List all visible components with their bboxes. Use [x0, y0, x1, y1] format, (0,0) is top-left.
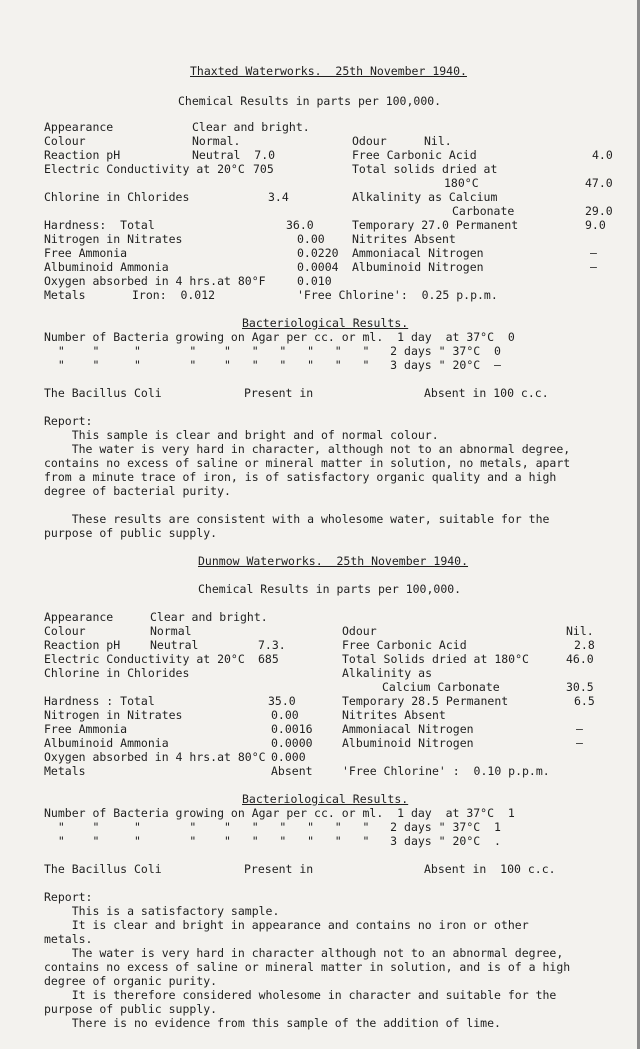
- thaxted-subtitle: Chemical Results in parts per 100,000.: [178, 94, 442, 108]
- s1-solids-value: 47.0: [585, 176, 613, 190]
- s1-conductivity-label: Electric Conductivity at 20°C: [44, 162, 245, 176]
- s1-report-label: Report:: [44, 414, 93, 428]
- s1-albuminoid-value: 0.0004: [297, 260, 339, 274]
- s2-hardness-value: 35.0: [268, 694, 296, 708]
- s1-bacteria-row-1: Number of Bacteria growing on Agar per cc. or ml. 1 day at 37°C 0: [44, 330, 515, 344]
- s1-report-line: from a minute trace of iron, is of satisfactory organic quality and a high: [44, 470, 557, 484]
- thaxted-title: Thaxted Waterworks. 25th November 1940.: [190, 64, 467, 78]
- s1-ph-value: Neutral 7.0: [192, 148, 276, 162]
- s1-albuminoid-label: Albuminoid Ammonia: [44, 260, 169, 274]
- s1-colour-label: Colour: [44, 134, 86, 148]
- s2-conductivity-value: 685: [258, 652, 279, 666]
- s1-alkalinity-value: 29.0: [585, 204, 613, 218]
- s1-coli-absent: Absent in 100 c.c.: [424, 386, 549, 400]
- s1-odour-value: Nil.: [424, 134, 452, 148]
- s1-temporary-label: Temporary 27.0 Permanent: [352, 218, 519, 232]
- dunmow-title: Dunmow Waterworks. 25th November 1940.: [198, 554, 469, 568]
- s1-report-line: degree of bacterial purity.: [44, 484, 231, 498]
- s2-report-line: This is a satisfactory sample.: [44, 904, 280, 918]
- s2-report-line: There is no evidence from this sample of the addition of lime.: [44, 1016, 501, 1030]
- s2-ph-number: 7.3.: [258, 638, 286, 652]
- s2-albuminoid-value: 0.0000: [271, 736, 313, 750]
- s1-co2-label: Free Carbonic Acid: [352, 148, 477, 162]
- s1-ammoniacal-n-label: Ammoniacal Nitrogen: [352, 246, 484, 260]
- s1-free-chlorine: 'Free Chlorine': 0.25 p.p.m.: [297, 288, 498, 302]
- s2-temporary-label: Temporary 28.5 Permanent: [342, 694, 509, 708]
- s2-ammonia-value: 0.0016: [271, 722, 313, 736]
- s2-appearance-value: Clear and bright.: [150, 610, 268, 624]
- s2-alkalinity-label2: Calcium Carbonate: [382, 680, 500, 694]
- s2-alkalinity-value: 30.5: [566, 680, 594, 694]
- s1-coli-label: The Bacillus Coli: [44, 386, 162, 400]
- s2-bacteria-row-2: " " " " " " " " " " 2 days " 37°C 1: [44, 820, 501, 834]
- s1-oxygen-value: 0.010: [297, 274, 332, 288]
- s2-report-label: Report:: [44, 890, 93, 904]
- dunmow-subtitle: Chemical Results in parts per 100,000.: [198, 582, 462, 596]
- s2-oxygen-value: 0.000: [271, 750, 306, 764]
- s1-ph-label: Reaction pH: [44, 148, 121, 162]
- s2-conductivity-label: Electric Conductivity at 20°C: [44, 652, 245, 666]
- s2-nitrates-value: 0.00: [271, 708, 299, 722]
- s2-coli-label: The Bacillus Coli: [44, 862, 162, 876]
- s1-alkalinity-label: Alkalinity as Calcium: [352, 190, 498, 204]
- s1-conductivity-value: 705: [253, 162, 274, 176]
- s2-nitrates-label: Nitrogen in Nitrates: [44, 708, 183, 722]
- s2-bacteriological-title: Bacteriological Results.: [242, 792, 409, 806]
- s2-bacteria-row-1: Number of Bacteria growing on Agar per cc. or ml. 1 day at 37°C 1: [44, 806, 515, 820]
- s1-bacteria-row-2: " " " " " " " " " " 2 days " 37°C 0: [44, 344, 501, 358]
- s1-appearance-value: Clear and bright.: [192, 120, 310, 134]
- s2-oxygen-label: Oxygen absorbed in 4 hrs.at 80°C: [44, 750, 266, 764]
- s2-report-line: metals.: [44, 932, 93, 946]
- s1-albuminoid-n-value: –: [590, 260, 597, 274]
- s2-report-line: It is clear and bright in appearance and contains no iron or other: [44, 918, 529, 932]
- s2-ammoniacal-n-label: Ammoniacal Nitrogen: [342, 722, 474, 736]
- s1-bacteria-row-3: " " " " " " " " " " 3 days " 20°C –: [44, 358, 501, 372]
- s2-report-line: It is therefore considered wholesome in character and suitable for the: [44, 988, 557, 1002]
- s2-ammoniacal-n-value: –: [576, 722, 583, 736]
- s2-coli-present: Present in: [244, 862, 314, 876]
- s1-report-line: These results are consistent with a wholesome water, suitable for the: [44, 512, 550, 526]
- s2-colour-label: Colour: [44, 624, 86, 638]
- s1-nitrates-label: Nitrogen in Nitrates: [44, 232, 183, 246]
- s2-co2-value: 2.8: [574, 638, 595, 652]
- s2-report-line: The water is very hard in character although not to an abnormal degree,: [44, 946, 564, 960]
- s2-report-line: contains no excess of saline or mineral matter in solution, and is of a high: [44, 960, 571, 974]
- s2-free-chlorine: 'Free Chlorine' : 0.10 p.p.m.: [342, 764, 550, 778]
- s2-report-line: purpose of public supply.: [44, 1002, 218, 1016]
- s1-chlorides-value: 3.4: [268, 190, 289, 204]
- s1-ammonia-value: 0.0220: [297, 246, 339, 260]
- s1-solids-label: Total solids dried at: [352, 162, 498, 176]
- s2-bacteria-row-3: " " " " " " " " " " 3 days " 20°C .: [44, 834, 501, 848]
- s2-ph-value: Neutral: [150, 638, 199, 652]
- s1-alkalinity-label2: Carbonate: [452, 204, 515, 218]
- s1-report-line: purpose of public supply.: [44, 526, 218, 540]
- s1-report-line: contains no excess of saline or mineral matter in solution, no metals, apart: [44, 456, 571, 470]
- s2-albuminoid-n-label: Albuminoid Nitrogen: [342, 736, 474, 750]
- s2-co2-label: Free Carbonic Acid: [342, 638, 467, 652]
- s2-metals-label: Metals: [44, 764, 86, 778]
- s1-solids-temp: 180°C: [444, 176, 479, 190]
- s1-albuminoid-n-label: Albuminoid Nitrogen: [352, 260, 484, 274]
- s1-appearance-label: Appearance: [44, 120, 114, 134]
- s1-report-line: This sample is clear and bright and of normal colour.: [44, 428, 439, 442]
- s2-hardness-label: Hardness : Total: [44, 694, 155, 708]
- s2-chlorides-label: Chlorine in Chlorides: [44, 666, 190, 680]
- s1-nitrites-label: Nitrites Absent: [352, 232, 456, 246]
- s2-ph-label: Reaction pH: [44, 638, 121, 652]
- s2-colour-value: Normal: [150, 624, 192, 638]
- s1-hardness-label: Hardness: Total: [44, 218, 155, 232]
- s2-appearance-label: Appearance: [44, 610, 114, 624]
- s2-albuminoid-n-value: –: [576, 736, 583, 750]
- s2-report-line: degree of organic purity.: [44, 974, 218, 988]
- s1-co2-value: 4.0: [592, 148, 613, 162]
- s2-odour-label: Odour: [342, 624, 377, 638]
- s2-permanent-value: 6.5: [574, 694, 595, 708]
- s1-bacteriological-title: Bacteriological Results.: [242, 316, 409, 330]
- s1-metals-label: Metals: [44, 288, 86, 302]
- s2-odour-value: Nil.: [566, 624, 594, 638]
- s2-albuminoid-label: Albuminoid Ammonia: [44, 736, 169, 750]
- s1-permanent-value: 9.0: [585, 218, 606, 232]
- s1-colour-value: Normal.: [192, 134, 241, 148]
- s2-coli-absent: Absent in 100 c.c.: [424, 862, 556, 876]
- s1-odour-label: Odour: [352, 134, 387, 148]
- s1-chlorides-label: Chlorine in Chlorides: [44, 190, 190, 204]
- s1-coli-present: Present in: [244, 386, 314, 400]
- s2-alkalinity-label: Alkalinity as: [342, 666, 433, 680]
- s2-ammonia-label: Free Ammonia: [44, 722, 128, 736]
- s2-metals-value: Absent: [271, 764, 313, 778]
- s2-solids-label: Total Solids dried at 180°C: [342, 652, 529, 666]
- s1-nitrates-value: 0.00: [297, 232, 325, 246]
- s2-solids-value: 46.0: [566, 652, 594, 666]
- s1-ammonia-label: Free Ammonia: [44, 246, 128, 260]
- s1-metals-iron: Iron: 0.012: [132, 288, 216, 302]
- s1-oxygen-label: Oxygen absorbed in 4 hrs.at 80°F: [44, 274, 266, 288]
- s1-report-line: The water is very hard in character, although not to an abnormal degree,: [44, 442, 571, 456]
- s2-nitrites-label: Nitrites Absent: [342, 708, 446, 722]
- s1-hardness-value: 36.0: [286, 218, 314, 232]
- s1-ammoniacal-n-value: –: [590, 246, 597, 260]
